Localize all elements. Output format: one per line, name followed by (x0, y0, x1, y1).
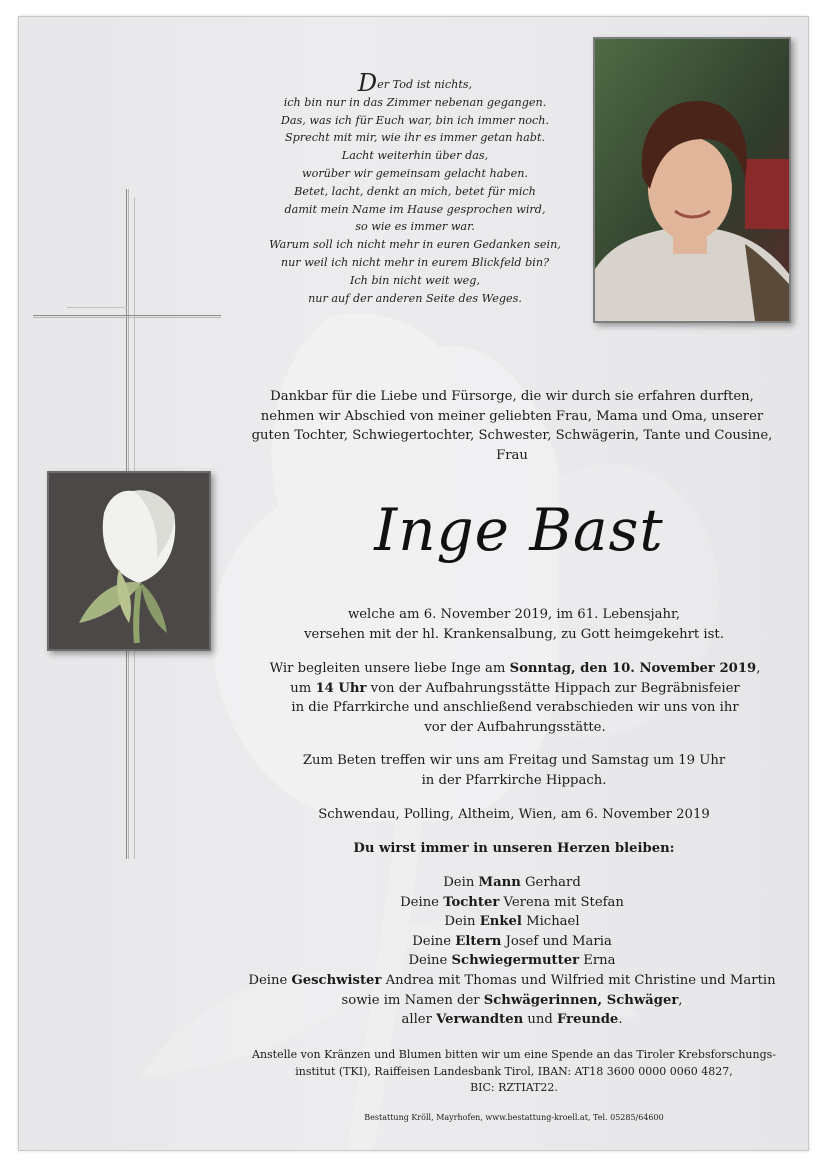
funeral-line-3: in die Pfarrkirche und anschließend verabschieden wir uns von ihr (291, 700, 739, 716)
portrait-photo (593, 37, 791, 323)
family-pre: Deine (412, 933, 456, 949)
funeral-time: 14 Uhr (315, 680, 367, 696)
family-closing-role: Schwägerinnen, Schwäger (483, 992, 679, 1008)
poem (267, 69, 563, 307)
poem-line: damit mein Name im Hause gesprochen wird, (284, 202, 546, 216)
family-names: Verena mit Stefan (499, 894, 624, 910)
prayer-line-1: Zum Beten treffen wir uns am Freitag und Samstag um 19 Uhr (302, 753, 726, 768)
motto: Du wirst immer in unseren Herzen bleiben: (353, 841, 675, 856)
funeral-text: , (756, 661, 761, 676)
donation-line-2: institut (TKI), Raiffeisen Landesbank Tirol, IBAN: AT18 3600 0000 0060 4827, (295, 1064, 733, 1078)
funeral-line-4: vor der Aufbahrungsstätte. (424, 719, 606, 735)
family-pre: Deine (408, 953, 452, 969)
funeral-line-1 (255, 659, 775, 679)
passed-line-2: versehen mit der hl. Krankensalbung, zu Gott heimgekehrt ist. (304, 626, 724, 642)
funeral-line-2 (255, 679, 775, 699)
portrait-illustration (595, 39, 789, 321)
poem-line: nur auf der anderen Seite des Weges. (308, 291, 522, 305)
donation-line-1: Anstelle von Kränzen und Blumen bitten wir um eine Spende an das Tiroler Krebsforschungs- (252, 1048, 776, 1061)
family-role: Schwiegermutter (451, 953, 580, 969)
intro-line: guten Tochter, Schwiegertochter, Schwester, Schwägerin, Tante und Cousine, (251, 428, 773, 444)
funeral-text: um (290, 680, 316, 696)
cross-horizontal-line-inner (67, 307, 127, 308)
intro-line: Dankbar für die Liebe und Fürsorge, die wir durch sie erfahren durften, (270, 389, 754, 404)
obituary-card (18, 16, 809, 1151)
family-member (227, 971, 797, 991)
poem-line: Warum soll ich nicht mehr in euren Gedanken sein, (269, 238, 561, 252)
intro-line: Frau (496, 447, 528, 463)
family-member (227, 932, 797, 952)
family-member (227, 912, 797, 932)
prayer-info (269, 751, 759, 790)
place-date: Schwendau, Polling, Altheim, Wien, am 6. November 2019 (318, 807, 710, 822)
funeral-info (255, 659, 775, 737)
poem-line: so wie es immer war. (355, 220, 475, 234)
family-pre: Dein (444, 914, 480, 930)
white-rose-photo (47, 471, 211, 651)
family-list (227, 873, 797, 1030)
intro-text (227, 387, 797, 465)
white-rose-illustration (49, 473, 209, 649)
intro-line: nehmen wir Abschied von meiner geliebten Frau, Mama und Oma, unserer (260, 408, 764, 424)
poem-drop-cap: D (357, 69, 378, 97)
family-names: Erna (579, 953, 616, 969)
family-closing-text: . (618, 1012, 623, 1028)
family-names: Andrea mit Thomas und Wilfried mit Christine und Martin (381, 972, 776, 988)
funeral-date: Sonntag, den 10. November 2019 (509, 661, 757, 676)
poem-line: nur weil ich nicht mehr in eurem Blickfeld bin? (280, 255, 550, 269)
family-closing-text: aller (401, 1012, 437, 1028)
family-names: Josef und Maria (501, 933, 612, 949)
family-role: Geschwister (291, 972, 382, 988)
family-member (227, 893, 797, 913)
passed-away-text (269, 605, 759, 644)
family-pre: Deine (400, 894, 444, 910)
poem-first-line-text: er Tod ist nichts, (377, 78, 473, 91)
family-closing-text: , (678, 992, 683, 1008)
family-closing-text: und (523, 1012, 558, 1028)
poem-line: ich bin nur in das Zimmer nebenan gegangen. (283, 95, 547, 109)
family-closing-text: sowie im Namen der (341, 992, 484, 1008)
funeral-text: Wir begleiten unsere liebe Inge am (269, 661, 510, 676)
family-names: Michael (521, 914, 580, 930)
funeral-home-footer: Bestattung Kröll, Mayrhofen, www.bestattung-kroell.at, Tel. 05285/64600 (364, 1113, 664, 1122)
family-names: Gerhard (520, 875, 581, 890)
poem-first-line (267, 69, 563, 97)
family-role: Tochter (443, 894, 500, 910)
poem-line: worüber wir gemeinsam gelacht haben. (302, 166, 528, 180)
family-role: Mann (478, 875, 521, 890)
poem-line: Sprecht mit mir, wie ihr es immer getan habt. (284, 131, 546, 145)
family-member (227, 951, 797, 971)
family-role: Eltern (455, 933, 502, 949)
family-closing-role: Freunde (557, 1012, 619, 1028)
family-role: Enkel (479, 914, 522, 930)
family-closing-line-2 (227, 1010, 797, 1030)
poem-line: Das, was ich für Euch war, bin ich immer noch. (280, 113, 550, 127)
family-pre: Deine (248, 972, 292, 988)
family-closing-role: Verwandten (436, 1012, 524, 1028)
donation-line-3: BIC: RZTIAT22. (470, 1081, 558, 1094)
donation-note (229, 1047, 799, 1097)
funeral-text: von der Aufbahrungsstätte Hippach zur Begräbnisfeier (366, 680, 740, 696)
cross-horizontal-line (33, 315, 221, 316)
poem-line: Betet, lacht, denkt an mich, betet für mich (294, 184, 536, 198)
family-closing-line-1 (227, 991, 797, 1011)
family-member (227, 873, 797, 893)
prayer-line-2: in der Pfarrkirche Hippach. (421, 772, 607, 788)
poem-line: Ich bin nicht weit weg, (350, 273, 480, 287)
deceased-name: Inge Bast (374, 496, 664, 564)
passed-line-1: welche am 6. November 2019, im 61. Lebensjahr, (347, 607, 681, 622)
family-pre: Dein (443, 875, 479, 890)
poem-line: Lacht weiterhin über das, (341, 149, 489, 163)
